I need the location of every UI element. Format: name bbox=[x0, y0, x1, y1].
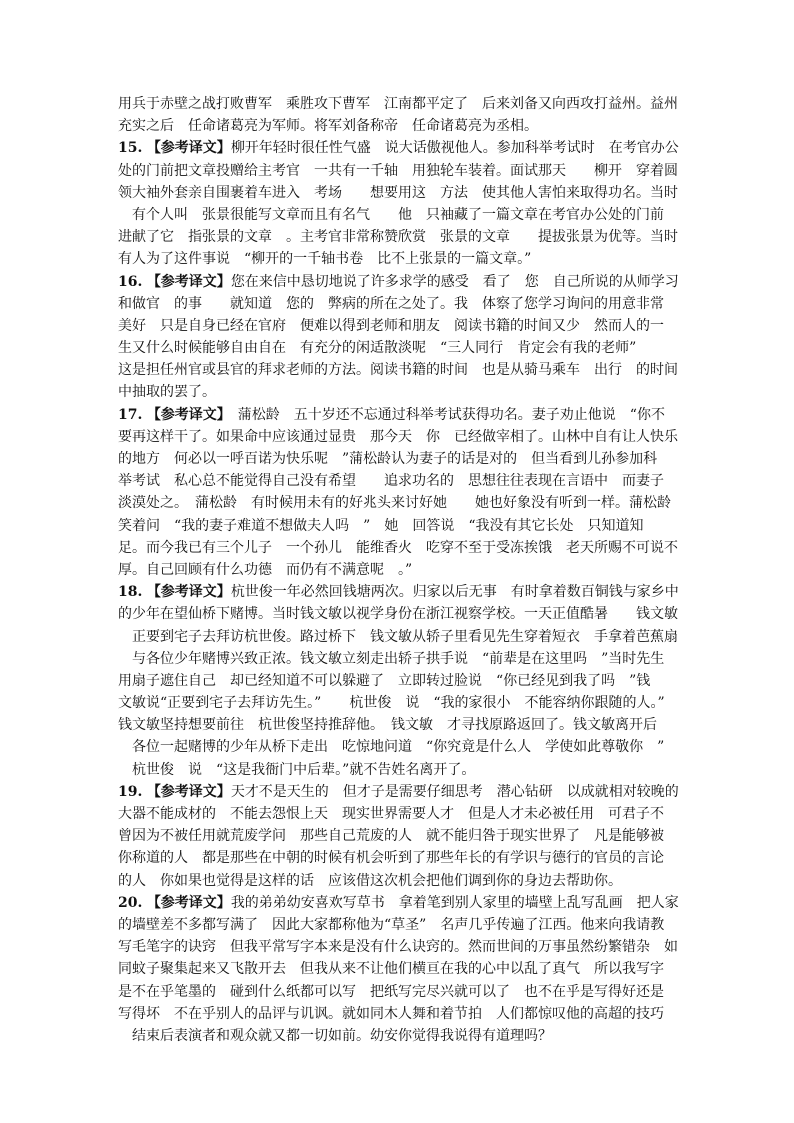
passage-first-line: 柳开年轻时很任性气盛 说大话傲视他人。参加科举考试时 在考官办公 bbox=[230, 140, 679, 157]
passage-label: 【参考译文】 bbox=[146, 783, 231, 800]
text-line: 用扇子遮住自己 却已经知道不可以躲避了 立即转过脸说 “你已经见到我了吗 ”钱 bbox=[118, 672, 651, 689]
passage-label: 【参考译文】 bbox=[146, 584, 231, 601]
text-line: 的人 你如果也觉得是这样的话 应该借这次机会把他们调到你的身边去帮助你。 bbox=[118, 872, 622, 889]
passage-label: 【参考译文】 bbox=[146, 273, 231, 290]
text-line: 你称道的人 都是那些在中朝的时候有机会听到了那些年长的有学识与德行的官员的言论 bbox=[118, 850, 664, 867]
passage-heading-15 bbox=[118, 137, 680, 159]
text-line: 写得坏 不在乎别人的品评与讥讽。就如同木人舞和着节拍 人们都惊叹他的高超的技巧 bbox=[118, 1005, 664, 1022]
text-line: 结束后表演者和观众就又都一切如前。幼安你觉得我说得有道理吗？ bbox=[118, 1027, 552, 1044]
text-line: 厚。自己回顾有什么功德 而仍有不满意呢 。” bbox=[118, 561, 413, 578]
text-line: 有个人叫 张景很能写文章而且有名气 他 只袖藏了一篇文章在考官办公处的门前 bbox=[118, 206, 664, 223]
passage-label: 【参考译文】 bbox=[146, 894, 231, 911]
text-line: 处的门前把文章投赠给主考官 一共有一千轴 用独轮车装着。面试那天 柳开 穿着圆 bbox=[118, 162, 678, 179]
text-line: 有人为了这件事说 “柳开的一千轴书卷 比不上张景的一篇文章。” bbox=[118, 251, 532, 268]
text-line: 用兵于赤壁之战打败曹军 乘胜攻下曹军 江南都平定了 后来刘备又向西攻打益州。益州 bbox=[118, 96, 678, 112]
text-line: 进献了它 指张景的文章 。主考官非常称赞欣赏 张景的文章 提拔张景为优等。当时 bbox=[118, 229, 678, 246]
text-line: 中抽取的罢了。 bbox=[118, 384, 216, 401]
text-line: 的少年在望仙桥下赌博。当时钱文敏以视学身份在浙江视察学校。一天正值酷暑 钱文敏 bbox=[118, 606, 678, 623]
text-line: 杭世俊 说 “这是我衙门中后辈。”就不告姓名离开了。 bbox=[118, 761, 476, 778]
text-line: 同蚊子聚集起来又飞散开去 但我从来不让他们横亘在我的心中以乱了真气 所以我写字 bbox=[118, 961, 664, 978]
passage-number: 19. bbox=[118, 783, 143, 800]
text-line: 这是担任州官或县官的拜求老师的方法。阅读书籍的时间 也是从骑马乘车 出行 的时间 bbox=[118, 362, 678, 379]
text-line: 与各位少年赌博兴致正浓。钱文敏立刻走出轿子拱手说 “前辈是在这里吗 ”当时先生 bbox=[118, 650, 665, 667]
passage-first-line: 您在来信中恳切地说了许多求学的感受 看了 您 自己所说的从师学习 bbox=[230, 273, 679, 290]
text-line: 笑着问 “我的妻子难道不想做夫人吗 ” 她 回答说 “我没有其它长处 只知道知 bbox=[118, 517, 644, 534]
passage-heading-18 bbox=[118, 581, 680, 603]
text-line: 各位一起赌博的少年从桥下走出 吃惊地问道 “你究竟是什么人 学使如此尊敬你 ” bbox=[118, 739, 665, 756]
passage-number: 16. bbox=[118, 273, 143, 290]
passage-first-line: 天才不是天生的 但才子是需要仔细思考 潜心钻研 以成就相对较晚的 bbox=[230, 783, 679, 800]
passage-number: 20. bbox=[118, 894, 143, 911]
passage-first-line: 蒲松龄 五十岁还不忘通过科举考试获得功名。妻子劝止他说 “你不 bbox=[223, 406, 665, 423]
passage-label: 【参考译文】 bbox=[146, 140, 231, 157]
text-line: 生又什么时候能够自由自在 有充分的闲适散淡呢 “三人同行 肯定会有我的老师” bbox=[118, 340, 637, 357]
document-page bbox=[118, 93, 680, 1047]
passage-heading-19 bbox=[118, 781, 680, 803]
passage-number: 18. bbox=[118, 584, 143, 601]
passage-first-line: 我的弟弟幼安喜欢写草书 拿着笔到别人家里的墙壁上乱写乱画 把人家 bbox=[230, 894, 679, 911]
passage-label: 【参考译文】 bbox=[146, 406, 224, 423]
text-line: 要再这样干了。如果命中应该通过显贵 那今天 你 已经做宰相了。山林中自有让人快乐 bbox=[118, 428, 678, 445]
text-line: 文敏说“正要到宅子去拜访先生。” 杭世俊 说 “我的家很小 不能容纳你跟随的人。” bbox=[118, 695, 665, 712]
text-line: 曾因为不被任用就荒废学问 那些自己荒废的人 就不能归咎于现实世界了 凡是能够被 bbox=[118, 828, 664, 845]
text-line: 写毛笔字的诀窍 但我平常写字本来是没有什么诀窍的。然而世间的万事虽然纷繁错杂 如 bbox=[118, 939, 678, 956]
passage-first-line: 杭世俊一年必然回钱塘两次。归家以后无事 有时拿着数百铜钱与家乡中 bbox=[230, 584, 679, 601]
text-line: 的地方 何必以一呼百诺为快乐呢 ”蒲松龄认为妻子的话是对的 但当看到儿孙参加科 bbox=[118, 451, 658, 467]
text-line: 和做官 的事 就知道 您的 弊病的所在之处了。我 体察了您学习询问的用意非常 bbox=[118, 295, 664, 312]
text-line: 的墙壁差不多都写满了 因此大家都称他为“草圣” 名声几乎传遍了江西。他来向我请教 bbox=[118, 916, 665, 933]
text-line: 正要到宅子去拜访杭世俊。路过桥下 钱文敏从轿子里看见先生穿着短衣 手拿着芭蕉扇 bbox=[118, 628, 678, 645]
passage-number: 15. bbox=[118, 140, 143, 157]
passage-heading-17 bbox=[118, 404, 680, 426]
passage-heading-16 bbox=[118, 271, 680, 293]
passage-number: 17. bbox=[118, 406, 143, 423]
text-line: 充实之后 任命诸葛亮为军师。将军刘备称帝 任命诸葛亮为丞相。 bbox=[118, 118, 538, 135]
text-line: 领大袖外套亲自围裹着车进入 考场 想要用这 方法 使其他人害怕来取得功名。当时 bbox=[118, 184, 678, 201]
text-line: 美好 只是自身已经在官府 便难以得到老师和朋友 阅读书籍的时间又少 然而人的一 bbox=[118, 317, 664, 334]
text-line: 举考试 私心总不能觉得自己没有希望 追求功名的 思想往往表现在言语中 而妻子 bbox=[118, 473, 664, 490]
text-line: 是不在乎笔墨的 碰到什么纸都可以写 把纸写完尽兴就可以了 也不在乎是写得好还是 bbox=[118, 983, 664, 1000]
text-line: 大器不能成材的 不能去怨恨上天 现实世界需要人才 但是人才未必被任用 可君子不 bbox=[118, 806, 664, 822]
text-line: 钱文敏坚持想要前往 杭世俊坚持推辞他。 钱文敏 才寻找原路返回了。钱文敏离开后 bbox=[118, 717, 657, 734]
text-line: 淡漠处之。 蒲松龄 有时候用未有的好兆头来讨好她 她也好象没有听到一样。蒲松龄 bbox=[118, 495, 671, 512]
passage-heading-20 bbox=[118, 892, 680, 914]
text-line: 足。而今我已有三个儿子 一个孙儿 能维香火 吃穿不至于受冻挨饿 老天所赐不可说不 bbox=[118, 539, 678, 556]
